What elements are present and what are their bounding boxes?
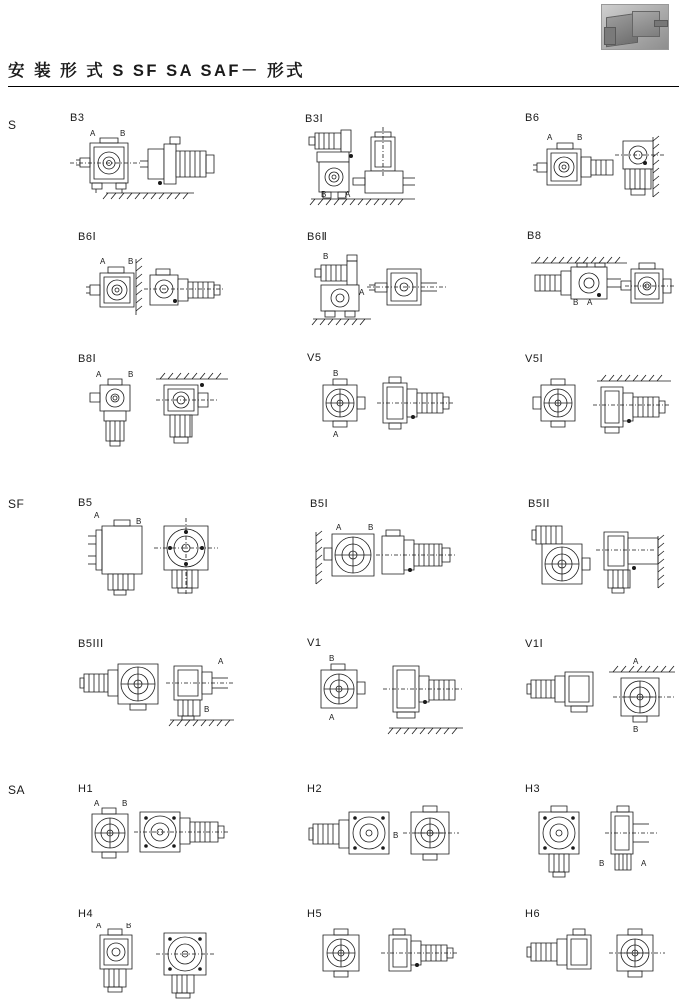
port-label-a: A bbox=[96, 370, 102, 379]
port-label-b: B bbox=[329, 654, 335, 663]
port-label-a: A bbox=[641, 859, 647, 868]
product-photo bbox=[601, 4, 669, 50]
figure-code: V5Ⅰ bbox=[525, 353, 544, 365]
figure-drawing-b5i bbox=[310, 512, 470, 600]
figure-drawing-v5 bbox=[307, 367, 457, 447]
port-label-a: A bbox=[94, 799, 100, 808]
figure-code: B5 bbox=[78, 497, 93, 509]
port-label-a: A bbox=[587, 298, 593, 307]
port-label-b: B bbox=[599, 859, 605, 868]
figure-drawing-h1 bbox=[78, 798, 238, 878]
port-label-b: B bbox=[122, 799, 128, 808]
port-label-a: A bbox=[336, 523, 342, 532]
port-label-a: A bbox=[329, 713, 335, 722]
figure-drawing-h2 bbox=[307, 798, 467, 880]
figure-code: V1Ⅰ bbox=[525, 638, 544, 650]
figure-drawing-h4 bbox=[78, 923, 238, 1005]
port-label-b: B bbox=[120, 129, 126, 138]
figure-drawing-b3 bbox=[70, 127, 220, 202]
figure-code: B6Ⅱ bbox=[307, 231, 328, 243]
figure-drawing-b8 bbox=[527, 245, 677, 325]
figure-drawing-h3 bbox=[525, 798, 675, 888]
port-label-b: B bbox=[333, 369, 339, 378]
port-label-b: B bbox=[368, 523, 374, 532]
figure-code: H2 bbox=[307, 783, 323, 795]
figure-drawing-b5iii bbox=[78, 652, 238, 734]
port-label-b: B bbox=[393, 831, 399, 840]
port-label-a: A bbox=[96, 923, 102, 930]
figure-drawing-v1 bbox=[307, 652, 467, 740]
figure-drawing-b6i bbox=[78, 245, 228, 325]
port-label-b: B bbox=[573, 298, 579, 307]
figure-drawing-b6ii bbox=[307, 245, 457, 327]
page-title bbox=[8, 57, 679, 87]
port-label-a: A bbox=[345, 190, 351, 199]
port-label-b: B bbox=[128, 257, 134, 266]
group-label-sf: SF bbox=[8, 497, 25, 511]
figure-code: H3 bbox=[525, 783, 541, 795]
port-label-b: B bbox=[204, 705, 210, 714]
port-label-a: A bbox=[333, 430, 339, 439]
figure-code: B8 bbox=[527, 230, 542, 242]
figure-code: H6 bbox=[525, 908, 541, 920]
photo-output-shaft bbox=[654, 20, 668, 27]
figure-code: H4 bbox=[78, 908, 94, 920]
figure-code: B5ⅠⅠⅠ bbox=[78, 638, 104, 650]
figure-code: B8Ⅰ bbox=[78, 353, 97, 365]
port-label-b: B bbox=[321, 190, 327, 199]
figure-code: B3 bbox=[70, 112, 85, 124]
port-label-a: A bbox=[94, 512, 100, 520]
port-label-b: B bbox=[577, 133, 583, 142]
figure-code: V1 bbox=[307, 637, 322, 649]
port-label-a: A bbox=[547, 133, 553, 142]
photo-fan-cover bbox=[604, 27, 616, 45]
port-label-a: A bbox=[90, 129, 96, 138]
figure-code: B3Ⅰ bbox=[305, 113, 324, 125]
figure-drawing-h5 bbox=[307, 923, 467, 993]
port-label-a: A bbox=[633, 657, 639, 666]
figure-code: B5ⅠⅠ bbox=[528, 498, 550, 510]
port-label-b: B bbox=[126, 923, 132, 930]
figure-code: B6Ⅰ bbox=[78, 231, 97, 243]
port-label-b: B bbox=[323, 252, 329, 261]
figure-code: H1 bbox=[78, 783, 94, 795]
figure-code: H5 bbox=[307, 908, 323, 920]
figure-code: B6 bbox=[525, 112, 540, 124]
figure-code: B5Ⅰ bbox=[310, 498, 329, 510]
group-label-s: S bbox=[8, 118, 17, 132]
port-label-b: B bbox=[128, 370, 134, 379]
figure-drawing-v5i bbox=[525, 367, 675, 447]
port-label-b: B bbox=[136, 517, 142, 526]
port-label-a: A bbox=[100, 257, 106, 266]
port-label-a: A bbox=[359, 288, 365, 297]
figure-drawing-b6 bbox=[525, 127, 675, 205]
port-label-b: B bbox=[633, 725, 639, 734]
page-title-text: 安 装 形 式 S SF SA SAF－ 形式 bbox=[8, 62, 306, 80]
figure-drawing-b5ii bbox=[528, 512, 678, 604]
figure-drawing-v1i bbox=[525, 652, 680, 740]
figure-drawing-b5 bbox=[78, 512, 238, 604]
figure-drawing-b8i bbox=[78, 367, 228, 449]
port-label-a: A bbox=[218, 657, 224, 666]
group-label-sa: SA bbox=[8, 783, 26, 797]
figure-drawing-b3i bbox=[305, 127, 455, 207]
figure-drawing-h6 bbox=[525, 923, 675, 993]
figure-code: V5 bbox=[307, 352, 322, 364]
